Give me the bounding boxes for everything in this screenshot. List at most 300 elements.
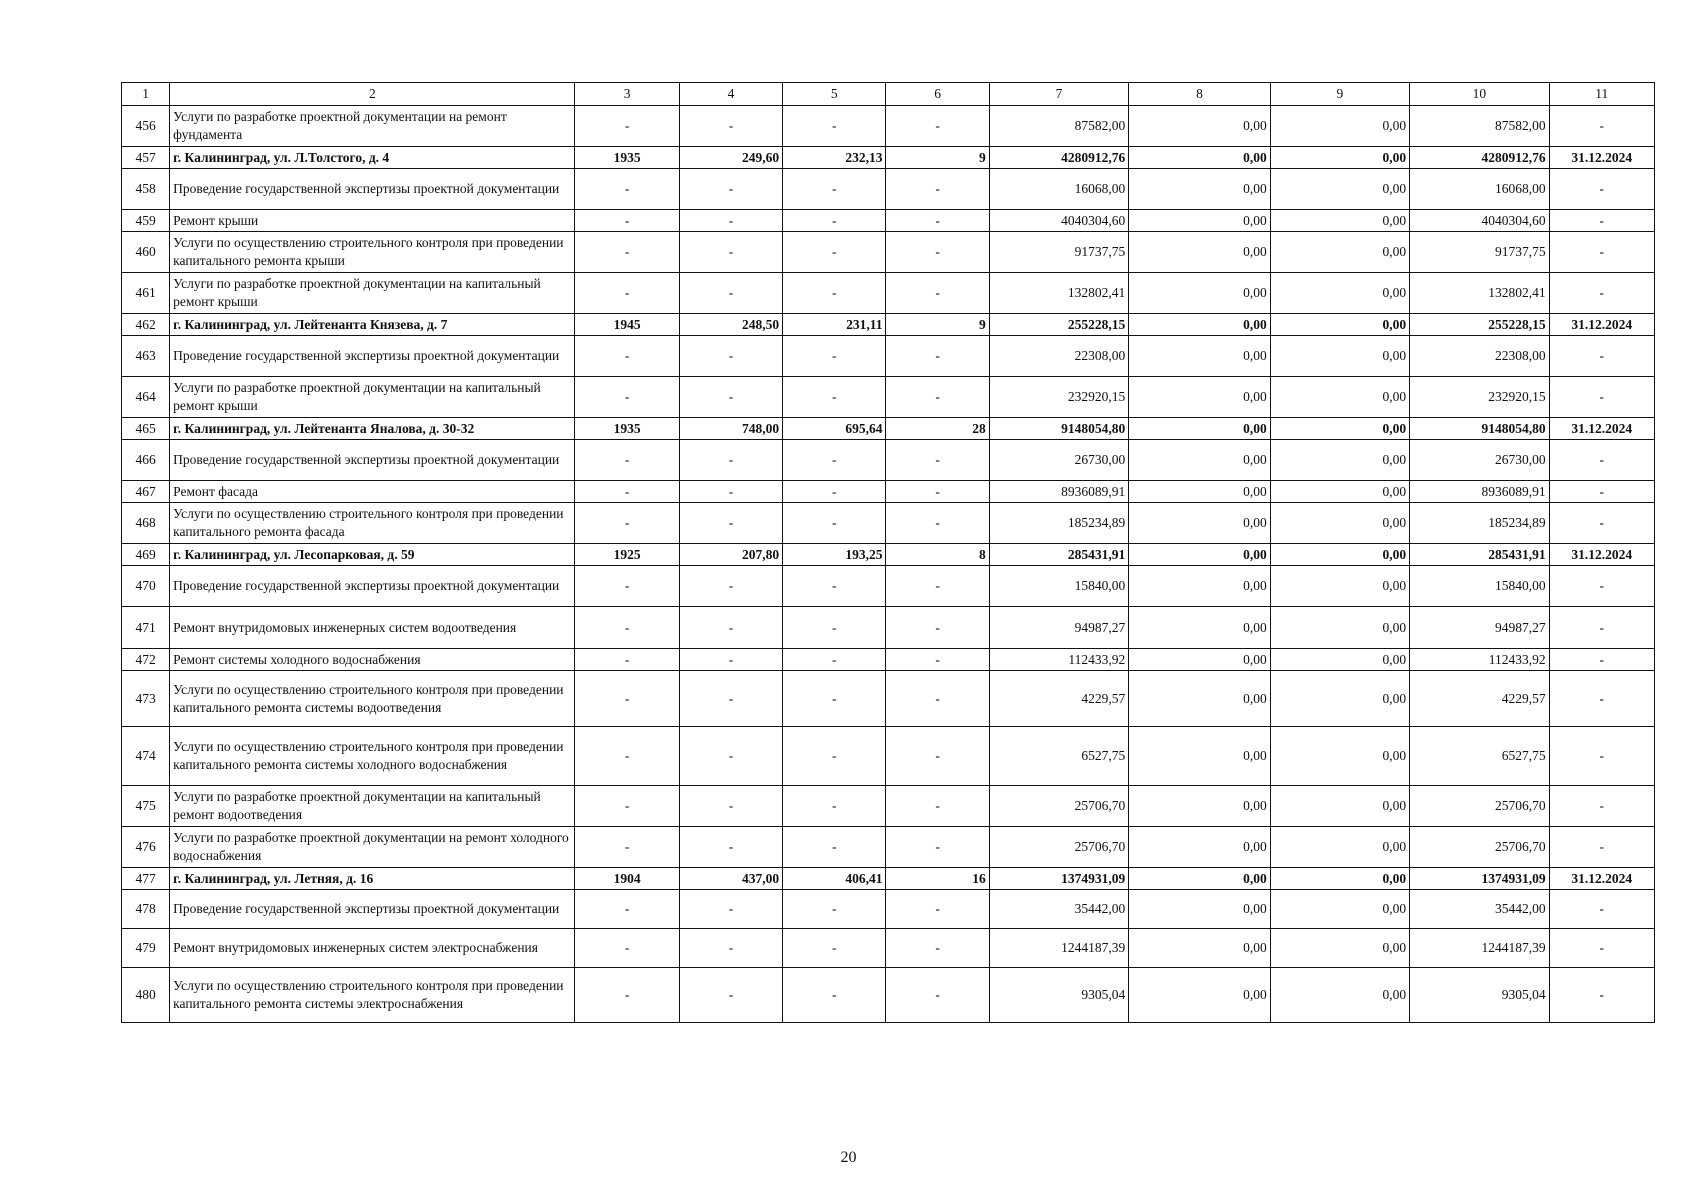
- column-number: 8: [1129, 83, 1270, 106]
- cost-fund-cell: 0,00: [1129, 481, 1270, 503]
- residents-cell: -: [886, 106, 989, 147]
- area-living-cell: -: [783, 481, 886, 503]
- area-total-cell: -: [679, 671, 782, 727]
- cost-fund-cell: 0,00: [1129, 649, 1270, 671]
- year-cell: -: [575, 671, 679, 727]
- cost-budget-cell: 0,00: [1270, 481, 1409, 503]
- row-number: 459: [122, 210, 170, 232]
- row-number: 477: [122, 868, 170, 890]
- residents-cell: -: [886, 929, 989, 968]
- residents-cell: 16: [886, 868, 989, 890]
- residents-cell: -: [886, 440, 989, 481]
- work-item-row: [122, 440, 1655, 481]
- work-description: Ремонт фасада: [170, 481, 575, 503]
- cost-total-cell: 4229,57: [989, 671, 1128, 727]
- cost-fund-cell: 0,00: [1129, 147, 1270, 169]
- cost-fund-cell: 0,00: [1129, 929, 1270, 968]
- cost-total-cell: 4280912,76: [989, 147, 1128, 169]
- row-number: 468: [122, 503, 170, 544]
- cost-total-cell: 112433,92: [989, 649, 1128, 671]
- work-item-row: [122, 671, 1655, 727]
- cost-owners-cell: 22308,00: [1410, 336, 1549, 377]
- deadline-cell: 31.12.2024: [1549, 418, 1654, 440]
- cost-owners-cell: 255228,15: [1410, 314, 1549, 336]
- deadline-cell: 31.12.2024: [1549, 544, 1654, 566]
- work-item-row: [122, 503, 1655, 544]
- work-description: Проведение государственной экспертизы проектной документации: [170, 440, 575, 481]
- area-living-cell: -: [783, 377, 886, 418]
- area-total-cell: -: [679, 727, 782, 786]
- year-cell: -: [575, 273, 679, 314]
- residents-cell: 8: [886, 544, 989, 566]
- cost-fund-cell: 0,00: [1129, 544, 1270, 566]
- area-living-cell: 231,11: [783, 314, 886, 336]
- cost-total-cell: 25706,70: [989, 827, 1128, 868]
- cost-owners-cell: 1374931,09: [1410, 868, 1549, 890]
- year-cell: -: [575, 827, 679, 868]
- year-cell: -: [575, 377, 679, 418]
- residents-cell: -: [886, 786, 989, 827]
- cost-fund-cell: 0,00: [1129, 607, 1270, 649]
- row-number: 461: [122, 273, 170, 314]
- residents-cell: -: [886, 827, 989, 868]
- residents-cell: 9: [886, 147, 989, 169]
- area-total-cell: -: [679, 890, 782, 929]
- cost-owners-cell: 285431,91: [1410, 544, 1549, 566]
- work-description: Проведение государственной экспертизы проектной документации: [170, 890, 575, 929]
- work-description: г. Калининград, ул. Лейтенанта Яналова, д. 30-32: [170, 418, 575, 440]
- year-cell: -: [575, 169, 679, 210]
- area-total-cell: -: [679, 273, 782, 314]
- cost-fund-cell: 0,00: [1129, 503, 1270, 544]
- work-item-row: [122, 210, 1655, 232]
- work-item-row: [122, 607, 1655, 649]
- year-cell: -: [575, 786, 679, 827]
- work-item-row: [122, 968, 1655, 1023]
- column-number: 6: [886, 83, 989, 106]
- cost-total-cell: 1374931,09: [989, 868, 1128, 890]
- work-item-row: [122, 890, 1655, 929]
- residents-cell: -: [886, 649, 989, 671]
- cost-owners-cell: 112433,92: [1410, 649, 1549, 671]
- area-total-cell: -: [679, 827, 782, 868]
- area-total-cell: 249,60: [679, 147, 782, 169]
- residents-cell: -: [886, 566, 989, 607]
- cost-fund-cell: 0,00: [1129, 566, 1270, 607]
- residents-cell: -: [886, 273, 989, 314]
- year-cell: 1945: [575, 314, 679, 336]
- cost-owners-cell: 25706,70: [1410, 827, 1549, 868]
- area-total-cell: -: [679, 377, 782, 418]
- cost-fund-cell: 0,00: [1129, 418, 1270, 440]
- cost-budget-cell: 0,00: [1270, 868, 1409, 890]
- address-row: [122, 147, 1655, 169]
- row-number: 460: [122, 232, 170, 273]
- cost-fund-cell: 0,00: [1129, 786, 1270, 827]
- cost-fund-cell: 0,00: [1129, 890, 1270, 929]
- area-living-cell: -: [783, 827, 886, 868]
- cost-total-cell: 91737,75: [989, 232, 1128, 273]
- work-description: Услуги по осуществлению строительного контроля при проведении капитального ремонта системы холодного водоснабжения: [170, 727, 575, 786]
- area-total-cell: 748,00: [679, 418, 782, 440]
- work-item-row: [122, 566, 1655, 607]
- cost-budget-cell: 0,00: [1270, 786, 1409, 827]
- cost-budget-cell: 0,00: [1270, 649, 1409, 671]
- address-row: [122, 314, 1655, 336]
- deadline-cell: -: [1549, 273, 1654, 314]
- work-item-row: [122, 377, 1655, 418]
- cost-owners-cell: 91737,75: [1410, 232, 1549, 273]
- work-description: Услуги по разработке проектной документации на капитальный ремонт водоотведения: [170, 786, 575, 827]
- cost-fund-cell: 0,00: [1129, 314, 1270, 336]
- deadline-cell: -: [1549, 671, 1654, 727]
- area-total-cell: 437,00: [679, 868, 782, 890]
- deadline-cell: -: [1549, 827, 1654, 868]
- cost-owners-cell: 25706,70: [1410, 786, 1549, 827]
- residents-cell: -: [886, 607, 989, 649]
- cost-budget-cell: 0,00: [1270, 232, 1409, 273]
- deadline-cell: -: [1549, 649, 1654, 671]
- residents-cell: -: [886, 169, 989, 210]
- work-description: Услуги по осуществлению строительного контроля при проведении капитального ремонта системы водоотведения: [170, 671, 575, 727]
- column-number: 5: [783, 83, 886, 106]
- work-description: Услуги по разработке проектной документации на ремонт фундамента: [170, 106, 575, 147]
- cost-owners-cell: 1244187,39: [1410, 929, 1549, 968]
- work-description: Услуги по осуществлению строительного контроля при проведении капитального ремонта фасада: [170, 503, 575, 544]
- cost-owners-cell: 15840,00: [1410, 566, 1549, 607]
- year-cell: -: [575, 232, 679, 273]
- cost-budget-cell: 0,00: [1270, 544, 1409, 566]
- work-item-row: [122, 786, 1655, 827]
- column-number: 1: [122, 83, 170, 106]
- work-item-row: [122, 929, 1655, 968]
- residents-cell: -: [886, 727, 989, 786]
- work-item-row: [122, 481, 1655, 503]
- column-number: 9: [1270, 83, 1409, 106]
- deadline-cell: -: [1549, 481, 1654, 503]
- area-living-cell: -: [783, 890, 886, 929]
- deadline-cell: -: [1549, 786, 1654, 827]
- cost-owners-cell: 6527,75: [1410, 727, 1549, 786]
- area-total-cell: -: [679, 481, 782, 503]
- cost-budget-cell: 0,00: [1270, 890, 1409, 929]
- cost-fund-cell: 0,00: [1129, 827, 1270, 868]
- program-table: [121, 82, 1655, 1023]
- cost-fund-cell: 0,00: [1129, 336, 1270, 377]
- cost-budget-cell: 0,00: [1270, 377, 1409, 418]
- cost-total-cell: 9148054,80: [989, 418, 1128, 440]
- cost-budget-cell: 0,00: [1270, 273, 1409, 314]
- cost-budget-cell: 0,00: [1270, 147, 1409, 169]
- cost-total-cell: 22308,00: [989, 336, 1128, 377]
- row-number: 478: [122, 890, 170, 929]
- cost-budget-cell: 0,00: [1270, 566, 1409, 607]
- cost-owners-cell: 4040304,60: [1410, 210, 1549, 232]
- year-cell: -: [575, 481, 679, 503]
- work-description: Услуги по осуществлению строительного контроля при проведении капитального ремонта системы электроснабжения: [170, 968, 575, 1023]
- cost-budget-cell: 0,00: [1270, 314, 1409, 336]
- cost-owners-cell: 9305,04: [1410, 968, 1549, 1023]
- year-cell: -: [575, 727, 679, 786]
- work-description: Услуги по осуществлению строительного контроля при проведении капитального ремонта крыши: [170, 232, 575, 273]
- year-cell: -: [575, 649, 679, 671]
- cost-total-cell: 94987,27: [989, 607, 1128, 649]
- area-living-cell: 193,25: [783, 544, 886, 566]
- row-number: 470: [122, 566, 170, 607]
- deadline-cell: -: [1549, 232, 1654, 273]
- year-cell: -: [575, 566, 679, 607]
- area-total-cell: -: [679, 232, 782, 273]
- work-item-row: [122, 106, 1655, 147]
- cost-owners-cell: 16068,00: [1410, 169, 1549, 210]
- column-number: 10: [1410, 83, 1549, 106]
- row-number: 472: [122, 649, 170, 671]
- address-row: [122, 544, 1655, 566]
- deadline-cell: -: [1549, 377, 1654, 418]
- deadline-cell: -: [1549, 566, 1654, 607]
- row-number: 469: [122, 544, 170, 566]
- work-description: г. Калининград, ул. Лесопарковая, д. 59: [170, 544, 575, 566]
- deadline-cell: -: [1549, 210, 1654, 232]
- cost-owners-cell: 8936089,91: [1410, 481, 1549, 503]
- column-number: 11: [1549, 83, 1654, 106]
- cost-fund-cell: 0,00: [1129, 106, 1270, 147]
- cost-total-cell: 15840,00: [989, 566, 1128, 607]
- residents-cell: -: [886, 232, 989, 273]
- year-cell: -: [575, 890, 679, 929]
- cost-budget-cell: 0,00: [1270, 336, 1409, 377]
- work-description: г. Калининград, ул. Лейтенанта Князева, д. 7: [170, 314, 575, 336]
- row-number: 474: [122, 727, 170, 786]
- row-number: 475: [122, 786, 170, 827]
- area-total-cell: -: [679, 929, 782, 968]
- year-cell: -: [575, 106, 679, 147]
- area-living-cell: 695,64: [783, 418, 886, 440]
- table-body: [122, 83, 1655, 1023]
- work-item-row: [122, 273, 1655, 314]
- deadline-cell: 31.12.2024: [1549, 868, 1654, 890]
- residents-cell: -: [886, 336, 989, 377]
- area-total-cell: -: [679, 968, 782, 1023]
- page-number: 20: [840, 1149, 857, 1166]
- residents-cell: 28: [886, 418, 989, 440]
- area-living-cell: 406,41: [783, 868, 886, 890]
- cost-fund-cell: 0,00: [1129, 210, 1270, 232]
- cost-budget-cell: 0,00: [1270, 210, 1409, 232]
- residents-cell: 9: [886, 314, 989, 336]
- deadline-cell: -: [1549, 503, 1654, 544]
- cost-budget-cell: 0,00: [1270, 503, 1409, 544]
- column-number: 2: [170, 83, 575, 106]
- row-number: 462: [122, 314, 170, 336]
- cost-total-cell: 87582,00: [989, 106, 1128, 147]
- cost-total-cell: 185234,89: [989, 503, 1128, 544]
- work-item-row: [122, 649, 1655, 671]
- residents-cell: -: [886, 481, 989, 503]
- cost-budget-cell: 0,00: [1270, 169, 1409, 210]
- cost-owners-cell: 185234,89: [1410, 503, 1549, 544]
- residents-cell: -: [886, 503, 989, 544]
- cost-budget-cell: 0,00: [1270, 827, 1409, 868]
- cost-total-cell: 25706,70: [989, 786, 1128, 827]
- deadline-cell: -: [1549, 890, 1654, 929]
- row-number: 465: [122, 418, 170, 440]
- cost-total-cell: 16068,00: [989, 169, 1128, 210]
- cost-fund-cell: 0,00: [1129, 868, 1270, 890]
- cost-total-cell: 255228,15: [989, 314, 1128, 336]
- area-total-cell: 248,50: [679, 314, 782, 336]
- row-number: 476: [122, 827, 170, 868]
- cost-total-cell: 8936089,91: [989, 481, 1128, 503]
- year-cell: 1904: [575, 868, 679, 890]
- area-living-cell: -: [783, 727, 886, 786]
- deadline-cell: 31.12.2024: [1549, 147, 1654, 169]
- work-description: Проведение государственной экспертизы проектной документации: [170, 336, 575, 377]
- cost-owners-cell: 9148054,80: [1410, 418, 1549, 440]
- column-number: 7: [989, 83, 1128, 106]
- residents-cell: -: [886, 377, 989, 418]
- cost-total-cell: 132802,41: [989, 273, 1128, 314]
- area-living-cell: -: [783, 929, 886, 968]
- cost-total-cell: 35442,00: [989, 890, 1128, 929]
- row-number: 466: [122, 440, 170, 481]
- row-number: 471: [122, 607, 170, 649]
- cost-budget-cell: 0,00: [1270, 727, 1409, 786]
- cost-total-cell: 6527,75: [989, 727, 1128, 786]
- cost-total-cell: 232920,15: [989, 377, 1128, 418]
- cost-fund-cell: 0,00: [1129, 727, 1270, 786]
- work-description: Проведение государственной экспертизы проектной документации: [170, 169, 575, 210]
- column-number-row: [122, 83, 1655, 106]
- deadline-cell: -: [1549, 929, 1654, 968]
- cost-owners-cell: 94987,27: [1410, 607, 1549, 649]
- year-cell: -: [575, 929, 679, 968]
- work-item-row: [122, 232, 1655, 273]
- area-total-cell: -: [679, 440, 782, 481]
- work-item-row: [122, 336, 1655, 377]
- cost-fund-cell: 0,00: [1129, 671, 1270, 727]
- cost-fund-cell: 0,00: [1129, 273, 1270, 314]
- cost-owners-cell: 35442,00: [1410, 890, 1549, 929]
- area-living-cell: -: [783, 503, 886, 544]
- residents-cell: -: [886, 210, 989, 232]
- year-cell: -: [575, 336, 679, 377]
- cost-total-cell: 285431,91: [989, 544, 1128, 566]
- deadline-cell: -: [1549, 607, 1654, 649]
- work-item-row: [122, 827, 1655, 868]
- row-number: 473: [122, 671, 170, 727]
- address-row: [122, 418, 1655, 440]
- deadline-cell: -: [1549, 968, 1654, 1023]
- area-living-cell: -: [783, 671, 886, 727]
- cost-fund-cell: 0,00: [1129, 232, 1270, 273]
- cost-total-cell: 4040304,60: [989, 210, 1128, 232]
- row-number: 463: [122, 336, 170, 377]
- cost-fund-cell: 0,00: [1129, 169, 1270, 210]
- row-number: 457: [122, 147, 170, 169]
- area-living-cell: -: [783, 968, 886, 1023]
- cost-budget-cell: 0,00: [1270, 929, 1409, 968]
- row-number: 480: [122, 968, 170, 1023]
- cost-owners-cell: 4229,57: [1410, 671, 1549, 727]
- row-number: 479: [122, 929, 170, 968]
- area-living-cell: -: [783, 106, 886, 147]
- deadline-cell: -: [1549, 336, 1654, 377]
- work-description: г. Калининград, ул. Летняя, д. 16: [170, 868, 575, 890]
- area-total-cell: -: [679, 566, 782, 607]
- row-number: 464: [122, 377, 170, 418]
- row-number: 458: [122, 169, 170, 210]
- area-living-cell: -: [783, 336, 886, 377]
- column-number: 4: [679, 83, 782, 106]
- year-cell: 1935: [575, 418, 679, 440]
- deadline-cell: -: [1549, 440, 1654, 481]
- work-description: Проведение государственной экспертизы проектной документации: [170, 566, 575, 607]
- area-living-cell: -: [783, 210, 886, 232]
- year-cell: -: [575, 968, 679, 1023]
- area-living-cell: -: [783, 440, 886, 481]
- year-cell: 1925: [575, 544, 679, 566]
- year-cell: -: [575, 440, 679, 481]
- work-description: Ремонт крыши: [170, 210, 575, 232]
- cost-owners-cell: 87582,00: [1410, 106, 1549, 147]
- cost-budget-cell: 0,00: [1270, 440, 1409, 481]
- year-cell: 1935: [575, 147, 679, 169]
- work-description: Ремонт системы холодного водоснабжения: [170, 649, 575, 671]
- area-living-cell: 232,13: [783, 147, 886, 169]
- cost-total-cell: 9305,04: [989, 968, 1128, 1023]
- residents-cell: -: [886, 968, 989, 1023]
- work-item-row: [122, 169, 1655, 210]
- cost-budget-cell: 0,00: [1270, 671, 1409, 727]
- residents-cell: -: [886, 890, 989, 929]
- deadline-cell: 31.12.2024: [1549, 314, 1654, 336]
- cost-budget-cell: 0,00: [1270, 968, 1409, 1023]
- deadline-cell: -: [1549, 169, 1654, 210]
- year-cell: -: [575, 607, 679, 649]
- address-row: [122, 868, 1655, 890]
- area-living-cell: -: [783, 169, 886, 210]
- area-living-cell: -: [783, 566, 886, 607]
- cost-total-cell: 26730,00: [989, 440, 1128, 481]
- cost-fund-cell: 0,00: [1129, 440, 1270, 481]
- cost-budget-cell: 0,00: [1270, 106, 1409, 147]
- work-description: Ремонт внутридомовых инженерных систем водоотведения: [170, 607, 575, 649]
- area-total-cell: -: [679, 336, 782, 377]
- cost-owners-cell: 132802,41: [1410, 273, 1549, 314]
- cost-owners-cell: 232920,15: [1410, 377, 1549, 418]
- cost-owners-cell: 4280912,76: [1410, 147, 1549, 169]
- cost-budget-cell: 0,00: [1270, 607, 1409, 649]
- area-living-cell: -: [783, 607, 886, 649]
- area-living-cell: -: [783, 232, 886, 273]
- column-number: 3: [575, 83, 679, 106]
- work-description: Услуги по разработке проектной документации на капитальный ремонт крыши: [170, 377, 575, 418]
- cost-fund-cell: 0,00: [1129, 968, 1270, 1023]
- cost-owners-cell: 26730,00: [1410, 440, 1549, 481]
- deadline-cell: -: [1549, 106, 1654, 147]
- area-living-cell: -: [783, 273, 886, 314]
- area-total-cell: -: [679, 169, 782, 210]
- area-total-cell: 207,80: [679, 544, 782, 566]
- row-number: 456: [122, 106, 170, 147]
- year-cell: -: [575, 210, 679, 232]
- residents-cell: -: [886, 671, 989, 727]
- area-living-cell: -: [783, 786, 886, 827]
- area-total-cell: -: [679, 106, 782, 147]
- cost-fund-cell: 0,00: [1129, 377, 1270, 418]
- cost-budget-cell: 0,00: [1270, 418, 1409, 440]
